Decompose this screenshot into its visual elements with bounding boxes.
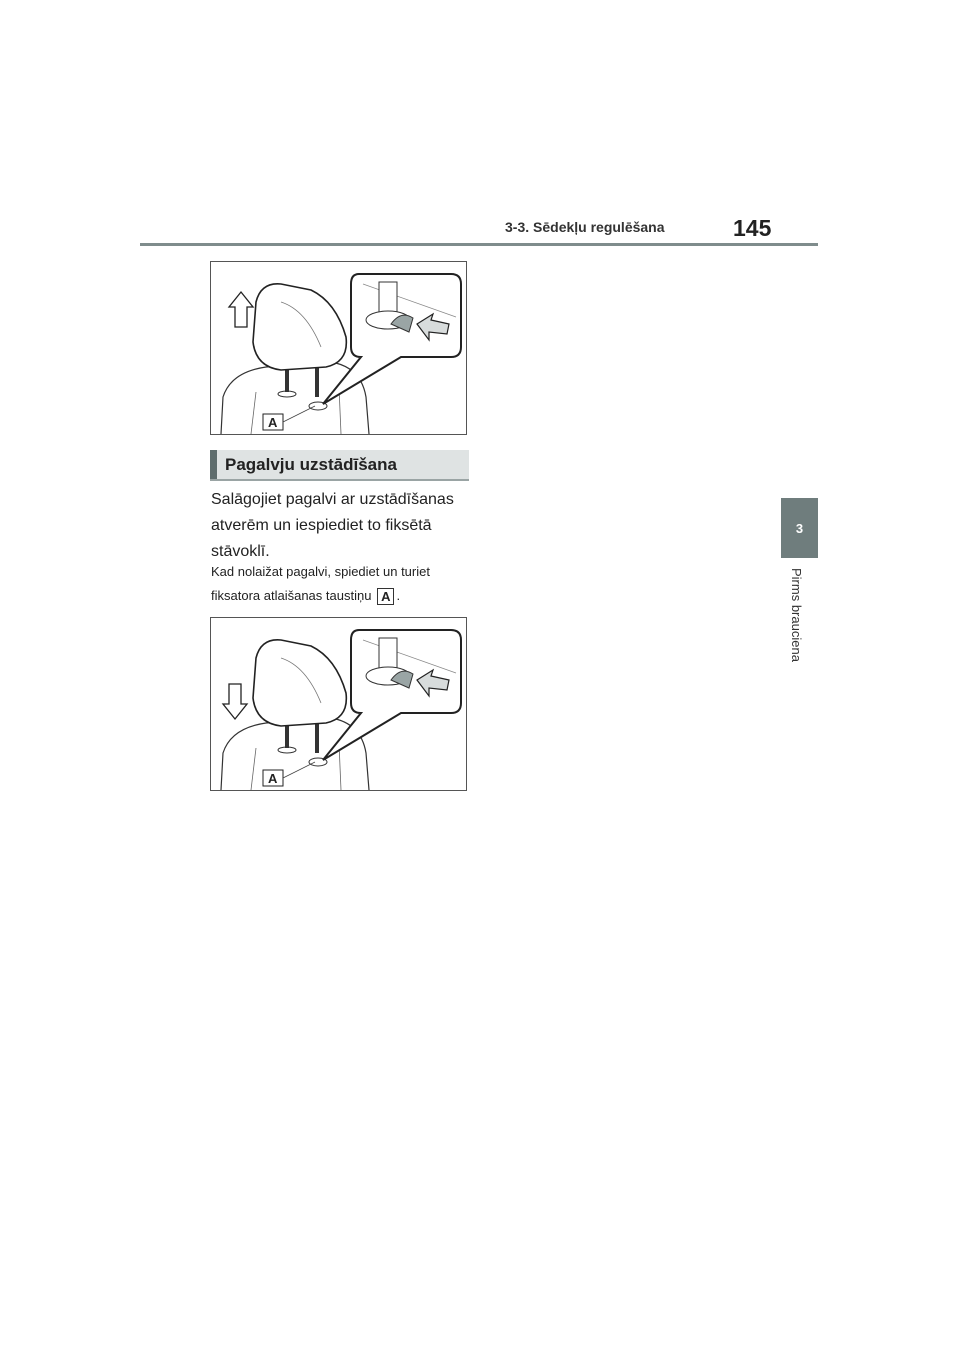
inline-label-a: A bbox=[377, 588, 394, 605]
figure-label-a: A bbox=[268, 415, 278, 430]
headrest-lower-illustration bbox=[211, 618, 466, 790]
instruction-text: Salāgojiet pagalvi ar uzstādīšanas atverēm un iespiediet to fiksētā stāvoklī. bbox=[211, 491, 454, 560]
page-number: 145 bbox=[733, 215, 772, 241]
chapter-number: 3 bbox=[795, 520, 804, 536]
note-text-after: . bbox=[396, 588, 401, 603]
section-heading bbox=[210, 450, 469, 481]
header-rule bbox=[140, 243, 818, 246]
running-header-section: 3-3. Sēdekļu regulēšana bbox=[505, 219, 665, 235]
section-heading-text: Pagalvju uzstādīšana bbox=[225, 454, 397, 474]
headrest-raise-illustration bbox=[211, 262, 466, 434]
heading-accent-bar bbox=[210, 450, 217, 479]
chapter-label bbox=[784, 568, 804, 688]
headrest-lower-figure bbox=[210, 617, 467, 791]
headrest-raise-figure bbox=[210, 261, 467, 435]
chapter-label-text: Pirms braucienа bbox=[789, 568, 804, 662]
chapter-tab bbox=[781, 498, 818, 558]
figure-label-a: A bbox=[268, 771, 278, 786]
note-text-before: Kad nolaižat pagalvi, spiediet un turiet fiksatora atlaišanas taustiņu bbox=[211, 564, 430, 603]
note-text bbox=[211, 560, 481, 608]
